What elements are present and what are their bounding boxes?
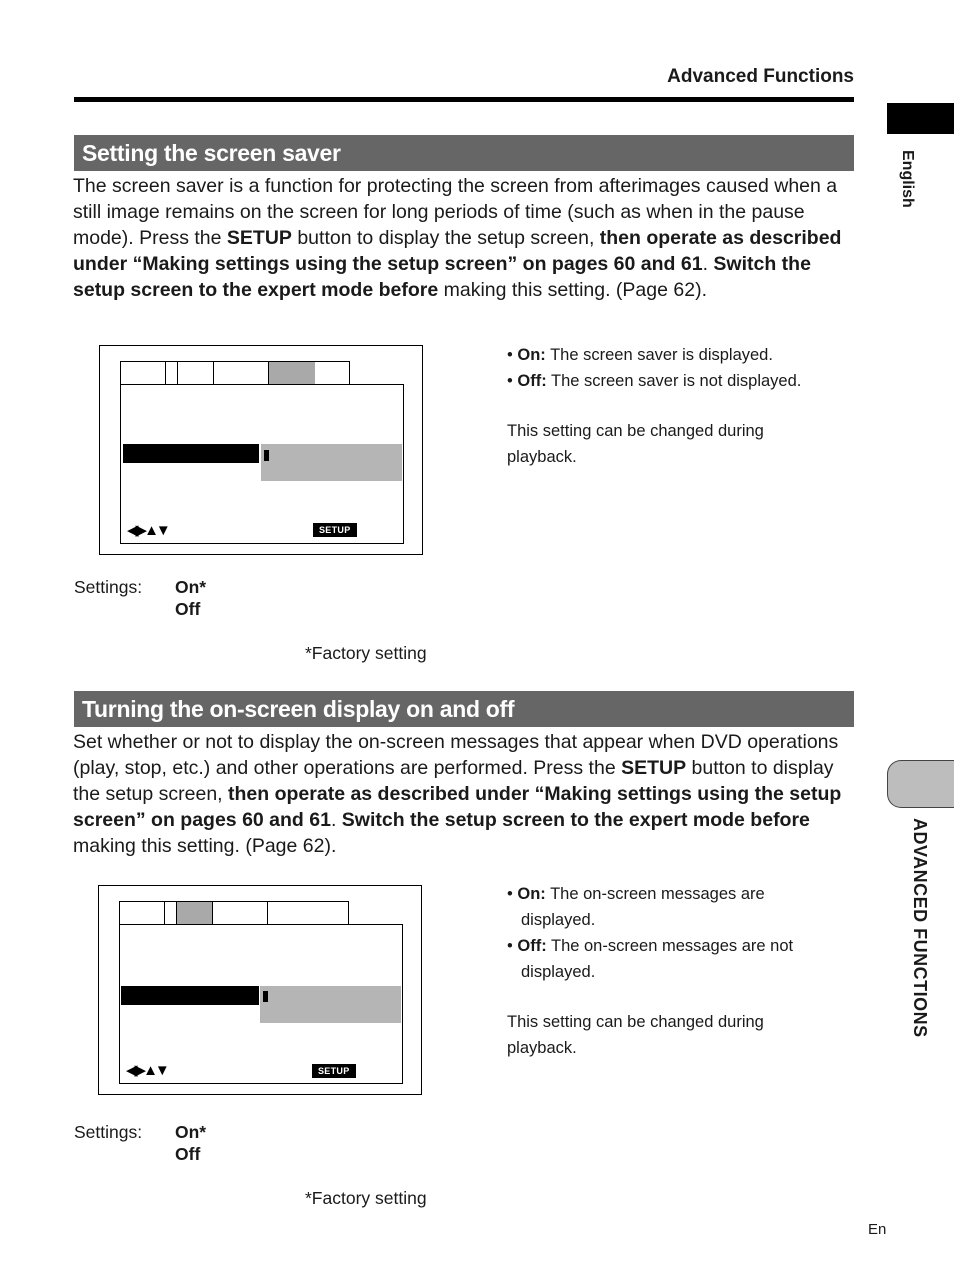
settings-list xyxy=(74,1121,374,1167)
factory-setting-note: *Factory setting xyxy=(305,1188,427,1208)
menu-tab xyxy=(267,901,315,925)
menu-tab xyxy=(212,901,268,925)
option-descriptions xyxy=(507,881,857,1061)
option-descriptions xyxy=(507,342,857,470)
menu-tab xyxy=(177,361,214,385)
section-heading: Setting the screen saver xyxy=(74,135,854,171)
setup-key-icon: SETUP xyxy=(312,1064,356,1078)
setup-key-icon: SETUP xyxy=(313,523,357,537)
factory-setting-note: *Factory setting xyxy=(305,643,427,663)
header-rule xyxy=(74,97,854,102)
side-tab-black xyxy=(887,103,954,134)
setup-menu-tabs xyxy=(120,361,350,385)
list-item: • Off: The screen saver is not displayed. xyxy=(507,372,802,390)
selected-item-bar xyxy=(123,444,259,463)
playback-note: This setting can be changed during playback. xyxy=(507,422,764,466)
cursor-icon xyxy=(263,991,268,1002)
section-label: ADVANCED FUNCTIONS xyxy=(910,818,930,1038)
navigation-arrows-icon: ◀▶▲▼ xyxy=(127,522,168,539)
playback-note: This setting can be changed during playback. xyxy=(507,1013,764,1057)
menu-tab xyxy=(314,901,349,925)
running-header: Advanced Functions xyxy=(667,66,854,87)
section-heading: Turning the on-screen display on and off xyxy=(74,691,854,727)
section-tab xyxy=(887,760,954,808)
menu-tab xyxy=(213,361,269,385)
menu-tab xyxy=(315,361,350,385)
list-item: • On: The on-screen messages are displayed. xyxy=(507,885,765,929)
setup-screen-illustration xyxy=(98,885,422,1095)
settings-list xyxy=(74,576,374,622)
cursor-icon xyxy=(264,450,269,461)
setup-screen-illustration xyxy=(99,345,423,555)
settings-values: On* Off xyxy=(175,577,207,619)
settings-values: On* Off xyxy=(175,1122,207,1164)
setup-menu-tabs xyxy=(119,901,349,925)
section-paragraph: Set whether or not to display the on-screen messages that appear when DVD operations (play, stop, etc.) and other operations are performed. Press the SETUP button to display the setup screen, then operate as described under “Making settings using the setup screen” on pages 60 and 61. Switch the setup screen to the expert mode before making this setting. (Page 62). xyxy=(73,731,842,857)
menu-tab xyxy=(119,901,165,925)
option-box xyxy=(260,986,401,1023)
language-label: English xyxy=(899,150,916,208)
menu-tab-active xyxy=(268,361,316,385)
settings-label: Settings: xyxy=(74,577,143,597)
selected-item-bar xyxy=(121,986,259,1005)
option-box xyxy=(261,444,402,481)
list-item: • On: The screen saver is displayed. xyxy=(507,346,773,364)
menu-tab xyxy=(120,361,166,385)
navigation-arrows-icon: ◀▶▲▼ xyxy=(126,1062,167,1079)
page-number: En xyxy=(868,1221,887,1238)
section-paragraph: The screen saver is a function for protecting the screen from afterimages caused when a still image remains on the screen for long periods of time (such as when in the pause mode). Press the SETUP button to display the setup screen, then operate as described under “Making settings using the setup screen” on pages 60 and 61. Switch the setup screen to the expert mode before making this setting. (Page 62). xyxy=(73,175,842,301)
settings-label: Settings: xyxy=(74,1122,143,1142)
menu-tab-active xyxy=(176,901,213,925)
list-item: • Off: The on-screen messages are not displayed. xyxy=(507,937,794,981)
